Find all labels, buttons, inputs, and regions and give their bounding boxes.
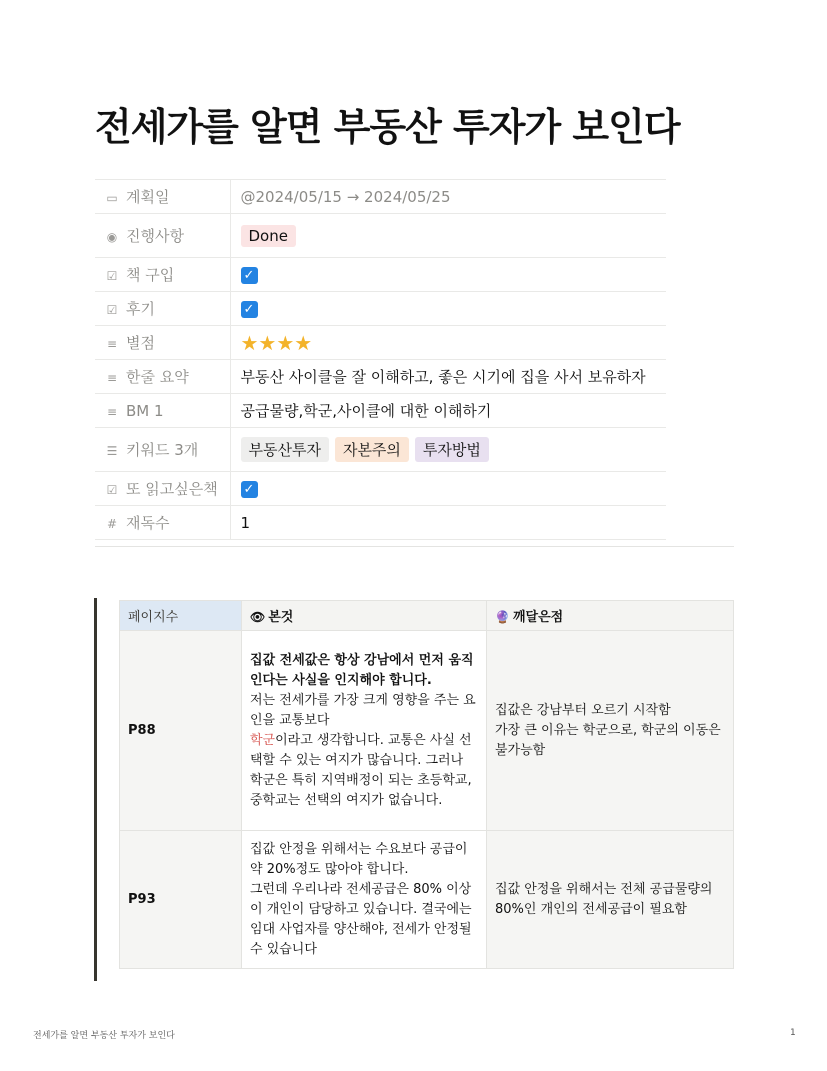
summary-value[interactable]: 부동산 사이클을 잘 이해하고, 좋은 시기에 집을 사서 보유하자 <box>240 368 646 386</box>
page-number-cell: P88 <box>120 631 242 831</box>
column-header-page: 페이지수 <box>120 601 242 631</box>
column-header-learned: 깨달은점 <box>512 610 564 625</box>
page-title: 전세가를 알면 부동산 투자가 보인다 <box>95 105 680 149</box>
checkbox-icon: ☑ <box>106 303 118 317</box>
eye-icon: 👁 <box>250 610 266 624</box>
review-checkbox[interactable]: ✓ <box>241 301 258 318</box>
rating-stars[interactable]: ★★★★ <box>240 330 313 355</box>
property-row-review <box>95 292 666 326</box>
property-row-rating <box>95 326 666 360</box>
footer-page-number: 1 <box>790 1028 796 1038</box>
table-row <box>120 831 734 969</box>
seen-text: 저는 전세가를 가장 크게 영향을 주는 요인을 교통보다 <box>250 692 476 728</box>
property-label: 재독수 <box>126 514 170 532</box>
property-label: 또 읽고싶은책 <box>126 480 218 498</box>
seen-cell <box>242 631 487 831</box>
property-label: BM 1 <box>126 401 164 420</box>
seen-text: 이라고 생각합니다. 교통은 사실 선택할 수 있는 여지가 많습니다. 그러나 학군은 특히 지역배정이 되는 초등학교, 중학교는 선택의 여지가 없습니다. <box>250 732 472 808</box>
reading-notes-table <box>119 600 734 969</box>
property-label: 별점 <box>126 334 155 352</box>
footer-title: 전세가를 알면 부동산 투자가 보인다 <box>33 1031 175 1041</box>
learned-cell <box>487 631 734 831</box>
seen-bold-text: 집값 전세값은 항상 강남에서 먼저 움직인다는 사실을 인지해야 합니다. <box>250 652 474 688</box>
table-row <box>120 631 734 831</box>
crystal-ball-icon: 🔮 <box>495 610 510 624</box>
seen-text: 그런데 우리나라 전세공급은 80% 이상이 개인이 담당하고 있습니다. 결국에는 임대 사업자를 양산해야, 전세가 안정될 수 있습니다 <box>250 881 472 957</box>
list-icon: ☰ <box>106 444 118 458</box>
text-icon: ≡ <box>106 371 118 385</box>
property-row-keywords <box>95 428 666 472</box>
property-row-reread-count <box>95 506 666 540</box>
property-row-bought <box>95 258 666 292</box>
reread-wish-checkbox[interactable]: ✓ <box>241 481 258 498</box>
property-label: 후기 <box>126 300 155 318</box>
property-label: 키워드 3개 <box>126 441 199 459</box>
status-icon: ◉ <box>106 230 118 244</box>
property-row-status <box>95 214 666 258</box>
keyword-tag[interactable]: 부동산투자 <box>241 437 329 462</box>
text-icon: ≡ <box>106 337 118 351</box>
number-icon: # <box>106 517 118 531</box>
seen-cell <box>242 831 487 969</box>
text-icon: ≡ <box>106 404 118 419</box>
checkbox-icon: ☑ <box>106 483 118 497</box>
keyword-tag[interactable]: 투자방법 <box>415 437 489 462</box>
seen-highlight: 학군 <box>250 732 276 748</box>
bm-value[interactable]: 공급물량,학군,사이클에 대한 이해하기 <box>240 402 492 420</box>
keyword-tag[interactable]: 자본주의 <box>335 437 409 462</box>
checkbox-icon: ☑ <box>106 269 118 283</box>
property-row-summary <box>95 360 666 394</box>
notes-header-row <box>120 601 734 631</box>
properties-table <box>95 179 666 540</box>
property-row-bm <box>95 394 666 428</box>
learned-text: 집값 안정을 위해서는 전체 공급물량의 80%인 개인의 전세공급이 필요함 <box>495 881 713 917</box>
status-badge[interactable]: Done <box>241 225 296 247</box>
divider <box>95 546 734 547</box>
quote-bar <box>94 598 97 981</box>
learned-cell <box>487 831 734 969</box>
learned-text: 가장 큰 이유는 학군으로, 학군의 이동은 불가능함 <box>495 722 721 758</box>
bought-checkbox[interactable]: ✓ <box>241 267 258 284</box>
property-label: 계획일 <box>126 188 170 206</box>
seen-text: 집값 안정을 위해서는 수요보다 공급이 약 20%정도 많아야 합니다. <box>250 841 468 877</box>
page-number-cell: P93 <box>120 831 242 969</box>
property-label: 한줄 요약 <box>126 368 189 386</box>
property-row-planned <box>95 180 666 214</box>
planned-date-value[interactable]: @2024/05/15 → 2024/05/25 <box>240 187 451 206</box>
property-row-reread-wish <box>95 472 666 506</box>
property-label: 책 구입 <box>126 266 175 284</box>
column-header-seen: 본것 <box>268 610 294 625</box>
calendar-icon: ▭ <box>106 191 118 205</box>
reread-count-value[interactable]: 1 <box>240 513 251 532</box>
learned-text: 집값은 강남부터 오르기 시작함 <box>495 702 671 718</box>
property-label: 진행사항 <box>126 227 184 245</box>
